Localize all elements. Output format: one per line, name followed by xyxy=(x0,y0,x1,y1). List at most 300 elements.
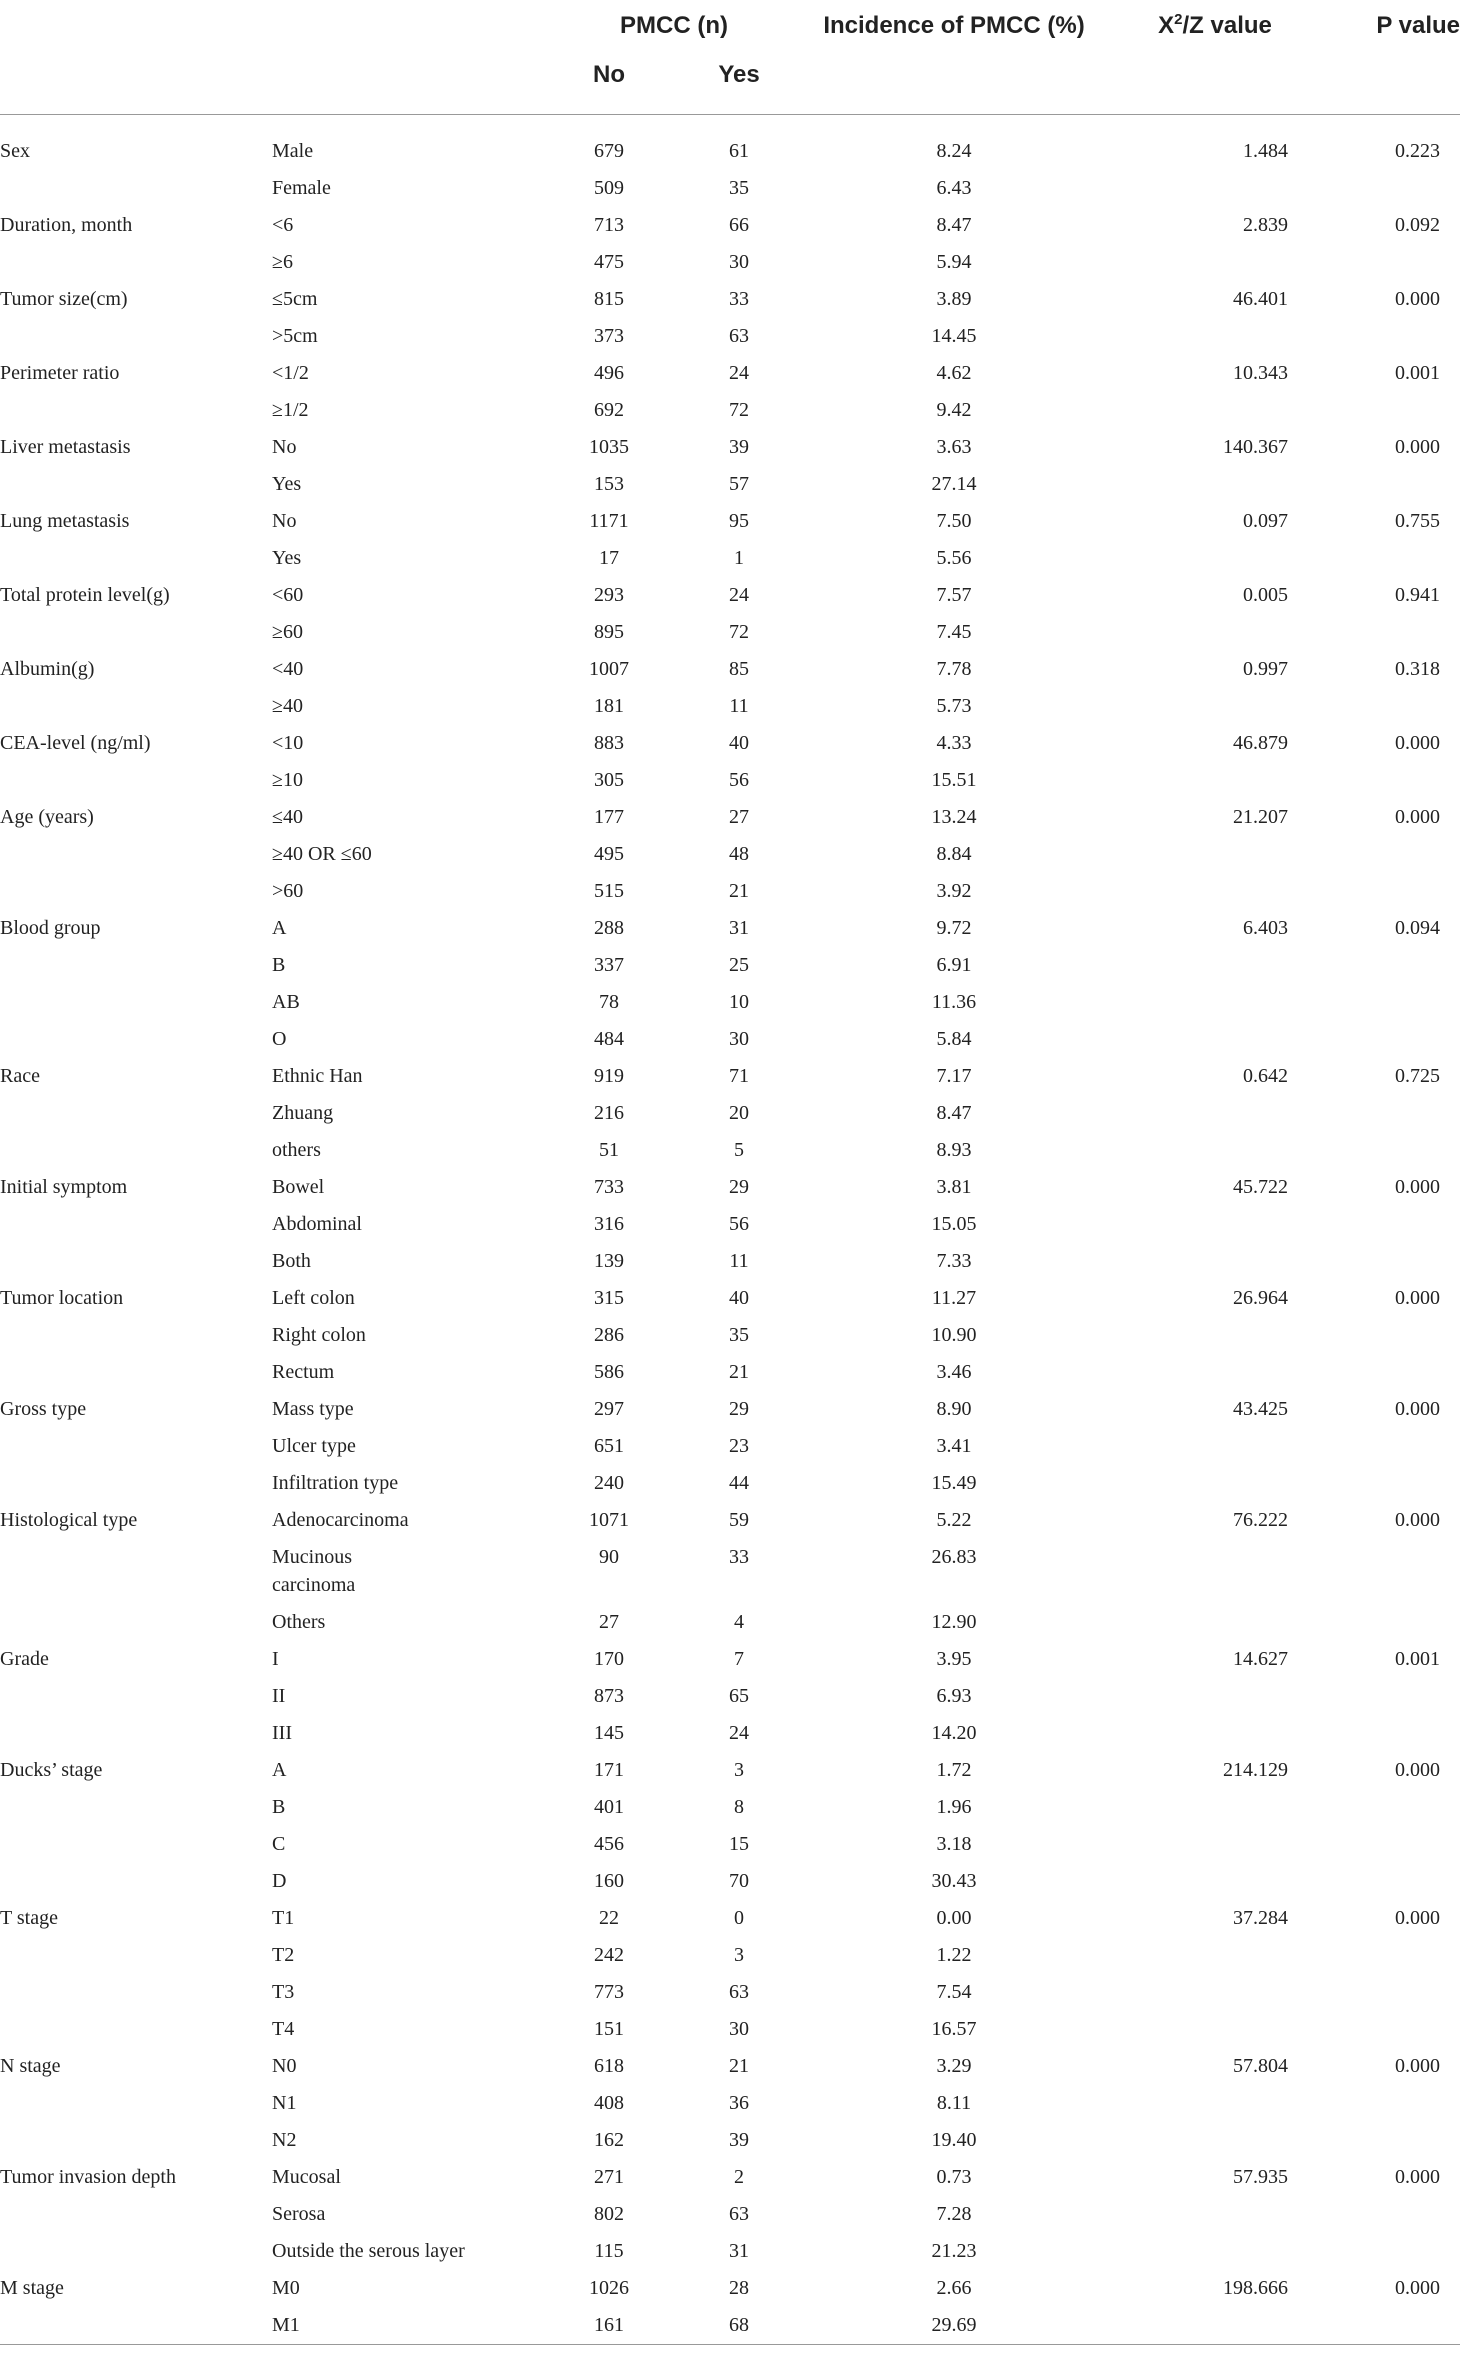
row-incidence: 7.54 xyxy=(936,1981,972,2003)
row-level: Both xyxy=(272,1250,311,1272)
row-yes-count: 33 xyxy=(729,288,749,310)
row-factor xyxy=(0,762,272,799)
row-chi-value: 6.403 xyxy=(1243,917,1289,939)
table-row xyxy=(0,1937,1460,1974)
row-level: No xyxy=(272,436,297,458)
table-row xyxy=(0,207,1460,244)
table-row xyxy=(0,2011,1460,2048)
row-incidence: 10.90 xyxy=(931,1324,977,1346)
row-chi-value xyxy=(1104,1021,1326,1058)
row-p-value xyxy=(1326,1243,1460,1280)
table-row xyxy=(0,1678,1460,1715)
row-p-value xyxy=(1326,244,1460,281)
row-no-count: 484 xyxy=(594,1028,624,1050)
row-factor xyxy=(0,170,272,207)
row-chi-value xyxy=(1104,2011,1326,2048)
table-row xyxy=(0,2122,1460,2159)
row-level: N0 xyxy=(272,2055,297,2077)
row-factor xyxy=(0,1604,272,1641)
table-row xyxy=(0,1354,1460,1391)
row-level: >5cm xyxy=(272,325,318,347)
row-incidence: 11.36 xyxy=(931,991,977,1013)
row-chi-value xyxy=(1104,2196,1326,2233)
row-level: C xyxy=(272,1833,286,1855)
row-no-count: 883 xyxy=(594,732,624,754)
row-incidence: 8.47 xyxy=(936,1102,972,1124)
row-no-count: 288 xyxy=(594,917,624,939)
row-p-value xyxy=(1326,1428,1460,1465)
table-row xyxy=(0,1465,1460,1502)
table-row xyxy=(0,355,1460,392)
row-incidence: 5.73 xyxy=(936,695,972,717)
row-chi-value: 10.343 xyxy=(1233,362,1289,384)
row-p-value: 0.941 xyxy=(1395,584,1441,606)
row-factor xyxy=(0,1428,272,1465)
row-incidence: 1.22 xyxy=(936,1944,972,1966)
row-level: A xyxy=(272,917,287,939)
row-p-value: 0.000 xyxy=(1395,732,1441,754)
row-incidence: 30.43 xyxy=(931,1870,977,1892)
table-row xyxy=(0,2159,1460,2196)
header-blank xyxy=(0,0,272,46)
row-no-count: 509 xyxy=(594,177,624,199)
row-chi-value xyxy=(1104,873,1326,910)
row-p-value xyxy=(1326,1789,1460,1826)
table-row xyxy=(0,1206,1460,1243)
row-no-count: 242 xyxy=(594,1944,624,1966)
row-incidence: 7.28 xyxy=(936,2203,972,2225)
row-factor xyxy=(0,984,272,1021)
row-level: III xyxy=(272,1722,292,1744)
row-no-count: 373 xyxy=(594,325,624,347)
row-p-value: 0.000 xyxy=(1395,2277,1441,2299)
row-chi-value xyxy=(1104,1465,1326,1502)
row-no-count: 1007 xyxy=(589,658,629,680)
row-no-count: 679 xyxy=(594,140,624,162)
row-yes-count: 68 xyxy=(674,2307,804,2345)
row-chi-value xyxy=(1104,688,1326,725)
row-p-value xyxy=(1326,466,1460,503)
table-row xyxy=(0,614,1460,651)
row-chi-value: 43.425 xyxy=(1233,1398,1289,1420)
row-level: Zhuang xyxy=(272,1102,334,1124)
table-row xyxy=(0,281,1460,318)
row-p-value xyxy=(1326,1206,1460,1243)
row-level: Ethnic Han xyxy=(272,1065,363,1087)
row-chi-value: 214.129 xyxy=(1223,1759,1289,1781)
table-body xyxy=(0,133,1460,2345)
row-chi-value: 76.222 xyxy=(1233,1509,1289,1531)
row-incidence: 5.56 xyxy=(936,547,972,569)
row-no-count: 815 xyxy=(594,288,624,310)
chi-suffix: /Z value xyxy=(1182,12,1272,39)
row-level: Mass type xyxy=(272,1398,354,1420)
row-p-value xyxy=(1326,1354,1460,1391)
row-yes-count: 11 xyxy=(729,1250,749,1272)
table-row xyxy=(0,651,1460,688)
row-factor xyxy=(0,2085,272,2122)
row-factor: Ducks’ stage xyxy=(0,1759,103,1781)
row-p-value xyxy=(1326,1974,1460,2011)
row-level: Abdominal xyxy=(272,1213,362,1235)
row-chi-value xyxy=(1104,466,1326,503)
row-chi-value: 26.964 xyxy=(1233,1287,1289,1309)
table-row xyxy=(0,1502,1460,1539)
row-p-value xyxy=(1326,540,1460,577)
row-incidence: 0.00 xyxy=(936,1907,972,1929)
table-row xyxy=(0,1132,1460,1169)
row-factor xyxy=(0,688,272,725)
row-yes-count: 4 xyxy=(734,1611,744,1633)
row-no-count: 733 xyxy=(594,1176,624,1198)
row-factor xyxy=(0,392,272,429)
row-p-value: 0.755 xyxy=(1395,510,1441,532)
row-factor xyxy=(0,466,272,503)
row-yes-count: 56 xyxy=(729,1213,749,1235)
row-yes-count: 48 xyxy=(729,843,749,865)
row-level: T4 xyxy=(272,2018,295,2040)
row-factor: Perimeter ratio xyxy=(0,362,120,384)
table-row xyxy=(0,466,1460,503)
row-no-count: 1035 xyxy=(589,436,629,458)
row-yes-count: 66 xyxy=(729,214,749,236)
row-p-value xyxy=(1326,2233,1460,2270)
row-level: Female xyxy=(272,177,331,199)
row-chi-value xyxy=(1104,1132,1326,1169)
row-incidence: 8.24 xyxy=(936,140,972,162)
row-chi-value xyxy=(1104,1604,1326,1641)
row-yes-count: 21 xyxy=(729,1361,749,1383)
row-chi-value: 1.484 xyxy=(1243,140,1289,162)
row-yes-count: 29 xyxy=(729,1176,749,1198)
row-yes-count: 35 xyxy=(729,1324,749,1346)
row-level: <40 xyxy=(272,658,304,680)
row-p-value: 0.000 xyxy=(1395,436,1441,458)
row-chi-value xyxy=(1104,1826,1326,1863)
row-factor: M stage xyxy=(0,2277,64,2299)
row-factor: Duration, month xyxy=(0,214,133,236)
row-p-value xyxy=(1326,1863,1460,1900)
row-level: ≥40 OR ≤60 xyxy=(272,843,372,865)
row-chi-value: 198.666 xyxy=(1223,2277,1289,2299)
row-p-value xyxy=(1326,873,1460,910)
table-row xyxy=(0,2270,1460,2307)
table-row xyxy=(0,873,1460,910)
table-row xyxy=(0,244,1460,281)
row-chi-value xyxy=(1104,836,1326,873)
table-row xyxy=(0,1021,1460,1058)
table-row xyxy=(0,1789,1460,1826)
row-p-value: 0.000 xyxy=(1395,1907,1441,1929)
row-factor: Lung metastasis xyxy=(0,510,130,532)
row-p-value: 0.092 xyxy=(1395,214,1441,236)
row-incidence: 5.94 xyxy=(936,251,972,273)
row-incidence: 7.33 xyxy=(936,1250,972,1272)
row-factor xyxy=(0,1132,272,1169)
table-row xyxy=(0,1539,1460,1604)
row-yes-count: 24 xyxy=(729,362,749,384)
row-no-count: 692 xyxy=(594,399,624,421)
row-incidence: 11.27 xyxy=(931,1287,977,1309)
row-yes-count: 44 xyxy=(729,1472,749,1494)
row-no-count: 115 xyxy=(594,2240,624,2262)
row-factor xyxy=(0,873,272,910)
table-row xyxy=(0,1428,1460,1465)
row-no-count: 456 xyxy=(594,1833,624,1855)
row-yes-count: 95 xyxy=(729,510,749,532)
row-yes-count: 35 xyxy=(729,177,749,199)
row-p-value xyxy=(1326,836,1460,873)
row-p-value xyxy=(1326,1132,1460,1169)
row-level: T2 xyxy=(272,1944,295,1966)
row-yes-count: 27 xyxy=(729,806,749,828)
row-factor xyxy=(0,1206,272,1243)
header-blank xyxy=(272,0,544,46)
row-incidence: 13.24 xyxy=(931,806,977,828)
row-chi-value xyxy=(1104,1206,1326,1243)
row-yes-count: 24 xyxy=(729,1722,749,1744)
row-p-value xyxy=(1326,392,1460,429)
row-factor xyxy=(0,1021,272,1058)
row-level: ≥40 xyxy=(272,695,303,717)
row-chi-value: 46.401 xyxy=(1233,288,1289,310)
row-chi-value: 46.879 xyxy=(1233,732,1289,754)
row-no-count: 51 xyxy=(599,1139,619,1161)
row-no-count: 315 xyxy=(594,1287,624,1309)
row-incidence: 4.33 xyxy=(936,732,972,754)
row-factor xyxy=(0,1715,272,1752)
row-incidence: 8.90 xyxy=(936,1398,972,1420)
row-p-value xyxy=(1326,688,1460,725)
row-yes-count: 65 xyxy=(729,1685,749,1707)
row-factor xyxy=(0,1354,272,1391)
row-factor xyxy=(0,540,272,577)
row-yes-count: 70 xyxy=(729,1870,749,1892)
row-p-value: 0.318 xyxy=(1395,658,1441,680)
row-level: ≥6 xyxy=(272,251,293,273)
row-factor: N stage xyxy=(0,2055,61,2077)
row-no-count: 305 xyxy=(594,769,624,791)
row-no-count: 586 xyxy=(594,1361,624,1383)
row-yes-count: 28 xyxy=(729,2277,749,2299)
row-yes-count: 36 xyxy=(729,2092,749,2114)
table-row xyxy=(0,1974,1460,2011)
row-chi-value: 57.935 xyxy=(1233,2166,1289,2188)
row-p-value: 0.000 xyxy=(1395,1398,1441,1420)
row-level: >60 xyxy=(272,880,304,902)
row-p-value xyxy=(1326,762,1460,799)
row-yes-count: 57 xyxy=(729,473,749,495)
row-level: Bowel xyxy=(272,1176,325,1198)
row-no-count: 495 xyxy=(594,843,624,865)
row-incidence: 29.69 xyxy=(804,2307,1104,2345)
row-level: Yes xyxy=(272,473,302,495)
row-level: B xyxy=(272,954,286,976)
row-incidence: 8.11 xyxy=(936,2092,972,2114)
row-no-count: 401 xyxy=(594,1796,624,1818)
row-factor: Total protein level(g) xyxy=(0,584,170,606)
row-level: Ulcer type xyxy=(272,1435,356,1457)
row-no-count: 802 xyxy=(594,2203,624,2225)
row-no-count: 515 xyxy=(594,880,624,902)
row-factor: Liver metastasis xyxy=(0,436,131,458)
row-no-count: 1071 xyxy=(589,1509,629,1531)
row-level: <10 xyxy=(272,732,304,754)
row-incidence: 3.41 xyxy=(936,1435,972,1457)
row-level: A xyxy=(272,1759,287,1781)
row-no-count: 919 xyxy=(594,1065,624,1087)
table-row xyxy=(0,762,1460,799)
row-chi-value xyxy=(1104,984,1326,1021)
row-p-value xyxy=(1326,1826,1460,1863)
row-incidence: 27.14 xyxy=(931,473,977,495)
row-factor xyxy=(0,1243,272,1280)
row-no-count: 1026 xyxy=(589,2277,629,2299)
row-chi-value: 37.284 xyxy=(1233,1907,1289,1929)
row-chi-value: 0.997 xyxy=(1243,658,1289,680)
row-chi-value xyxy=(1104,1715,1326,1752)
row-p-value xyxy=(1326,1539,1460,1604)
table-row xyxy=(0,1095,1460,1132)
row-yes-count: 24 xyxy=(729,584,749,606)
table-row xyxy=(0,577,1460,614)
row-chi-value: 57.804 xyxy=(1233,2055,1289,2077)
row-incidence: 0.73 xyxy=(936,2166,972,2188)
row-p-value xyxy=(1326,1715,1460,1752)
row-level: Right colon xyxy=(272,1324,366,1346)
row-yes-count: 63 xyxy=(729,2203,749,2225)
row-factor: Race xyxy=(0,1065,40,1087)
row-incidence: 7.50 xyxy=(936,510,972,532)
row-level: Rectum xyxy=(272,1361,335,1383)
row-no-count: 151 xyxy=(594,2018,624,2040)
row-no-count: 618 xyxy=(594,2055,624,2077)
row-factor xyxy=(0,1974,272,2011)
row-level: D xyxy=(272,1870,287,1892)
row-no-count: 153 xyxy=(594,473,624,495)
row-yes-count: 10 xyxy=(729,991,749,1013)
row-factor: Tumor location xyxy=(0,1287,124,1309)
table-row xyxy=(0,133,1460,170)
row-chi-value xyxy=(1104,392,1326,429)
row-incidence: 14.20 xyxy=(931,1722,977,1744)
row-yes-count: 39 xyxy=(729,2129,749,2151)
row-yes-count: 33 xyxy=(729,1546,749,1568)
row-factor: Tumor size(cm) xyxy=(0,288,128,310)
row-incidence: 19.40 xyxy=(931,2129,977,2151)
table-row xyxy=(0,1391,1460,1428)
row-level: Outside the serous layer xyxy=(272,2240,465,2262)
row-incidence: 5.22 xyxy=(936,1509,972,1531)
row-no-count: 78 xyxy=(599,991,619,1013)
row-level: II xyxy=(272,1685,286,1707)
row-incidence: 3.46 xyxy=(936,1361,972,1383)
row-incidence: 1.72 xyxy=(936,1759,972,1781)
row-level: <1/2 xyxy=(272,362,309,384)
row-no-count: 90 xyxy=(599,1546,619,1568)
row-incidence: 9.42 xyxy=(936,399,972,421)
row-incidence: 3.89 xyxy=(936,288,972,310)
row-yes-count: 39 xyxy=(729,436,749,458)
row-p-value xyxy=(1326,1937,1460,1974)
row-p-value xyxy=(1326,170,1460,207)
row-p-value xyxy=(1326,2122,1460,2159)
row-incidence: 16.57 xyxy=(931,2018,977,2040)
row-level: Adenocarcinoma xyxy=(272,1509,409,1531)
header-p-value: P value xyxy=(1376,12,1460,39)
table-row xyxy=(0,2307,1460,2345)
row-no-count: 177 xyxy=(594,806,624,828)
row-chi-value: 0.642 xyxy=(1243,1065,1289,1087)
row-chi-value xyxy=(1104,762,1326,799)
row-chi-value xyxy=(1104,2233,1326,2270)
row-incidence: 3.29 xyxy=(936,2055,972,2077)
row-chi-value xyxy=(1104,2085,1326,2122)
chi-prefix: X xyxy=(1158,12,1175,39)
row-chi-value: 45.722 xyxy=(1233,1176,1289,1198)
row-incidence: 7.57 xyxy=(936,584,972,606)
row-factor xyxy=(0,947,272,984)
table-row xyxy=(0,318,1460,355)
row-no-count: 773 xyxy=(594,1981,624,2003)
header-pmcc-group: PMCC (n) xyxy=(620,12,728,39)
row-chi-value xyxy=(1104,614,1326,651)
row-yes-count: 15 xyxy=(729,1833,749,1855)
row-no-count: 408 xyxy=(594,2092,624,2114)
table-header xyxy=(0,0,1460,133)
row-level: M0 xyxy=(272,2277,300,2299)
table-row xyxy=(0,1169,1460,1206)
row-level: N1 xyxy=(272,2092,297,2114)
row-no-count: 475 xyxy=(594,251,624,273)
row-yes-count: 1 xyxy=(734,547,744,569)
row-yes-count: 61 xyxy=(729,140,749,162)
row-yes-count: 85 xyxy=(729,658,749,680)
table-row xyxy=(0,429,1460,466)
row-p-value xyxy=(1326,614,1460,651)
table-row xyxy=(0,540,1460,577)
row-yes-count: 72 xyxy=(729,621,749,643)
row-factor: Tumor invasion depth xyxy=(0,2166,176,2188)
row-yes-count: 29 xyxy=(729,1398,749,1420)
row-no-count: 145 xyxy=(594,1722,624,1744)
row-incidence: 3.95 xyxy=(936,1648,972,1670)
row-p-value xyxy=(1326,2196,1460,2233)
table-row xyxy=(0,1752,1460,1789)
row-level: <60 xyxy=(272,584,304,606)
row-incidence: 15.49 xyxy=(931,1472,977,1494)
row-chi-value: 0.097 xyxy=(1243,510,1289,532)
row-yes-count: 23 xyxy=(729,1435,749,1457)
row-level: ≥60 xyxy=(272,621,303,643)
row-no-count: 22 xyxy=(599,1907,619,1929)
row-chi-value: 0.005 xyxy=(1243,584,1289,606)
row-no-count: 337 xyxy=(594,954,624,976)
row-yes-count: 31 xyxy=(729,2240,749,2262)
row-yes-count: 5 xyxy=(734,1139,744,1161)
row-factor xyxy=(0,2196,272,2233)
row-level: Serosa xyxy=(272,2203,326,2225)
row-chi-value xyxy=(1104,1863,1326,1900)
row-level: T3 xyxy=(272,1981,295,2003)
row-incidence: 6.91 xyxy=(936,954,972,976)
row-chi-value xyxy=(1104,1678,1326,1715)
row-incidence: 8.84 xyxy=(936,843,972,865)
row-incidence: 7.45 xyxy=(936,621,972,643)
row-incidence: 3.63 xyxy=(936,436,972,458)
table-row xyxy=(0,947,1460,984)
row-p-value xyxy=(1326,1678,1460,1715)
